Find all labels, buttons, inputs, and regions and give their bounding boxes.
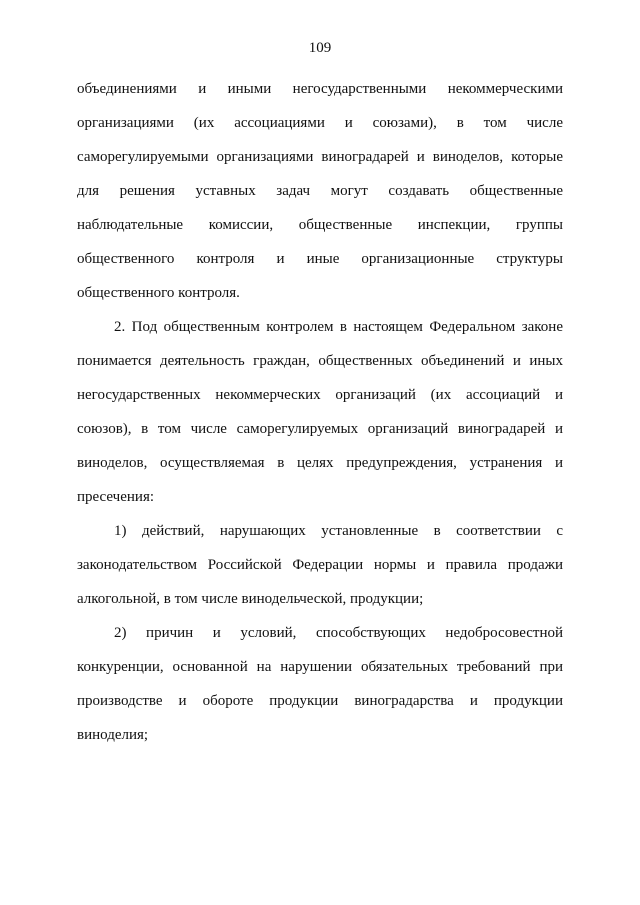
paragraph-item-2: 2. Под общественным контролем в настоящем Федеральном законе понимается деятельность граждан, общественных объединений и иных негосударственных некоммерческих организаций (их ассоциаций и союзов), в том числе саморегулируемых организаций виноградарей и виноделов, осуществляемая в целях предупреждения, устранения и пресечения: xyxy=(77,319,563,505)
body-text xyxy=(77,72,563,752)
paragraph-subitem-2: 2) причин и условий, способствующих недобросовестной конкуренции, основанной на нарушении обязательных требований при производстве и обороте продукции виноградарства и продукции виноделия; xyxy=(77,625,563,743)
paragraph-continuation: объединениями и иными негосударственными некоммерческими организациями (их ассоциациями и союзами), в том числе саморегулируемыми организациями виноградарей и виноделов, которые для решения уставных задач могут создавать общественные наблюдательные комиссии, общественные инспекции, группы общественного контроля и иные организационные структуры общественного контроля. xyxy=(77,81,563,301)
page-number: 109 xyxy=(308,40,332,56)
paragraph-subitem-1: 1) действий, нарушающих установленные в соответствии с законодательством Российской Федерации нормы и правила продажи алкогольной, в том числе винодельческой, продукции; xyxy=(77,523,563,607)
